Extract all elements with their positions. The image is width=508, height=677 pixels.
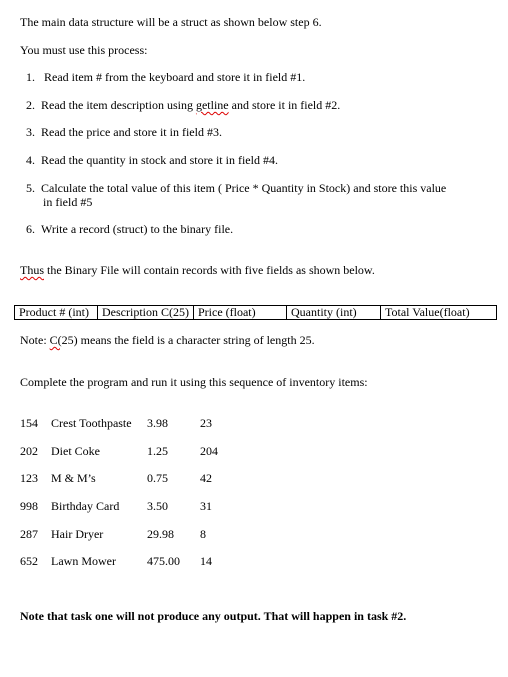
item-number: 287 [20,527,38,541]
step-5 [26,181,446,195]
item-quantity: 42 [200,471,212,485]
spellcheck-flagged-word: C( [49,333,62,347]
step-number: 4. [26,153,35,167]
inventory-row [20,471,420,485]
item-quantity: 14 [200,554,212,568]
table-header-total-value: Total Value(float) [385,305,470,319]
item-quantity: 31 [200,499,212,513]
intro-text: The main data structure will be a struct as shown below step 6. [20,15,322,29]
item-price: 3.50 [147,499,168,513]
item-description: Hair Dryer [51,527,104,541]
step-number: 6. [26,222,35,236]
step-text: Read the price and store it in field #3. [41,125,222,139]
item-quantity: 204 [200,444,218,458]
inventory-row [20,527,420,541]
spellcheck-flagged-word: getline [195,98,229,112]
step-2 [26,98,340,112]
note-body: 25) means the field is a character string of length 25. [61,333,315,347]
inventory-row [20,444,420,458]
step-1 [26,70,305,84]
step-text-b: and store it in field #2. [228,98,341,112]
item-price: 0.75 [147,471,168,485]
note-label: Note: [20,333,50,347]
item-quantity: 8 [200,527,206,541]
item-number: 652 [20,554,38,568]
table-header-price: Price (float) [194,306,287,319]
table-header-product: Product # (int) [15,306,98,319]
step-text: Write a record (struct) to the binary file. [41,222,234,236]
item-number: 123 [20,471,38,485]
item-description: Diet Coke [51,444,100,458]
item-price: 3.98 [147,416,168,430]
step-6 [26,222,233,236]
item-description: M & M’s [51,471,96,485]
step-text-line1: Calculate the total value of this item ( Price * Quantity in Stock) and store this value [41,181,447,195]
step-text-a: Read the item description using [41,98,196,112]
inventory-row [20,499,420,513]
step-3 [26,125,222,139]
step-4 [26,153,278,167]
record-fields-table [14,305,497,320]
item-price: 29.98 [147,527,174,541]
complete-instruction: Complete the program and run it using this sequence of inventory items: [20,375,368,389]
process-intro: You must use this process: [20,43,148,57]
binary-intro-text: the Binary File will contain records with five fields as shown below. [44,263,375,277]
item-number: 202 [20,444,38,458]
binary-intro [20,263,375,277]
step-text: Read item # from the keyboard and store it in field #1. [44,70,306,84]
item-description: Lawn Mower [51,554,116,568]
table-header-description: Description C(25) [98,306,194,319]
item-number: 154 [20,416,38,430]
spellcheck-flagged-word: Thus [20,263,44,277]
item-price: 1.25 [147,444,168,458]
item-quantity: 23 [200,416,212,430]
final-note: Note that task one will not produce any output. That will happen in task #2. [20,609,407,623]
item-description: Birthday Card [51,499,120,513]
item-number: 998 [20,499,38,513]
table-header-quantity: Quantity (int) [287,306,381,319]
item-price: 475.00 [147,554,180,568]
step-5-line2: in field #5 [43,195,93,209]
step-number: 2. [26,98,35,112]
step-number: 3. [26,125,35,139]
inventory-row [20,416,420,430]
note-text [20,333,315,347]
item-description: Crest Toothpaste [51,416,132,430]
inventory-row [20,554,420,568]
step-text: Read the quantity in stock and store it in field #4. [41,153,278,167]
step-number: 5. [26,181,35,195]
step-number: 1. [26,70,35,84]
